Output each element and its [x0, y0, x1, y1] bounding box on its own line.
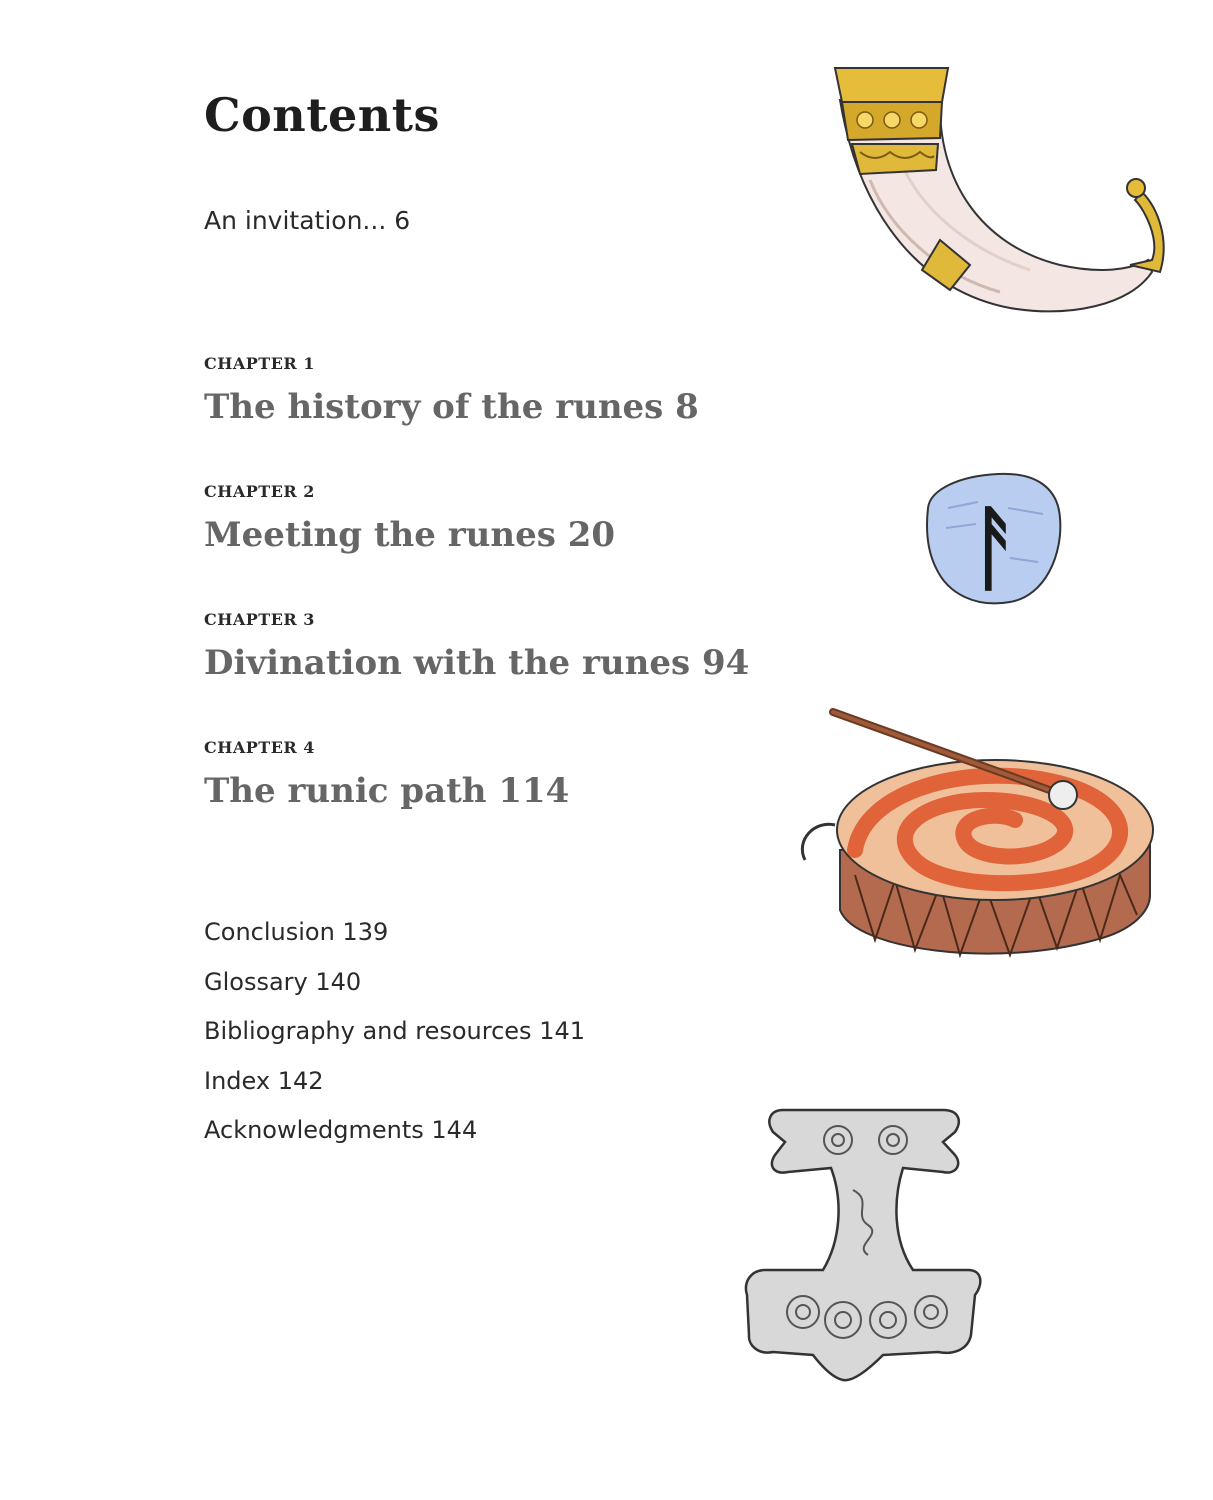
- rune-stone-icon: [918, 468, 1068, 610]
- chapter-entry: [204, 482, 615, 555]
- rune-glyph: ᚨ: [968, 495, 1024, 602]
- chapter-title: Divination with the runes 94: [204, 643, 750, 683]
- chapter-entry: [204, 738, 569, 811]
- chapter-label: CHAPTER 4: [204, 738, 315, 757]
- thors-hammer-icon: [743, 1100, 988, 1385]
- chapter-label: CHAPTER 2: [204, 482, 315, 501]
- back-matter-item: Bibliography and resources 141: [204, 1017, 585, 1046]
- chapter-label: CHAPTER 3: [204, 610, 315, 629]
- drinking-horn-icon: [830, 60, 1180, 320]
- chapter-entry: [204, 610, 749, 683]
- chapter-title: The runic path 114: [204, 771, 570, 811]
- back-matter-item: Acknowledgments 144: [204, 1116, 478, 1145]
- chapter-entry: [204, 354, 699, 427]
- page-title: Contents: [204, 88, 440, 142]
- back-matter-item: Conclusion 139: [204, 918, 389, 946]
- chapter-label: CHAPTER 1: [204, 354, 315, 373]
- intro-entry: An invitation... 6: [204, 206, 411, 235]
- frame-drum-icon: [795, 700, 1160, 968]
- chapter-title: The history of the runes 8: [204, 387, 699, 427]
- back-matter-list: [204, 916, 585, 1164]
- chapter-title: Meeting the runes 20: [204, 515, 616, 555]
- back-matter-item: Index 142: [204, 1066, 324, 1095]
- back-matter-item: Glossary 140: [204, 967, 362, 996]
